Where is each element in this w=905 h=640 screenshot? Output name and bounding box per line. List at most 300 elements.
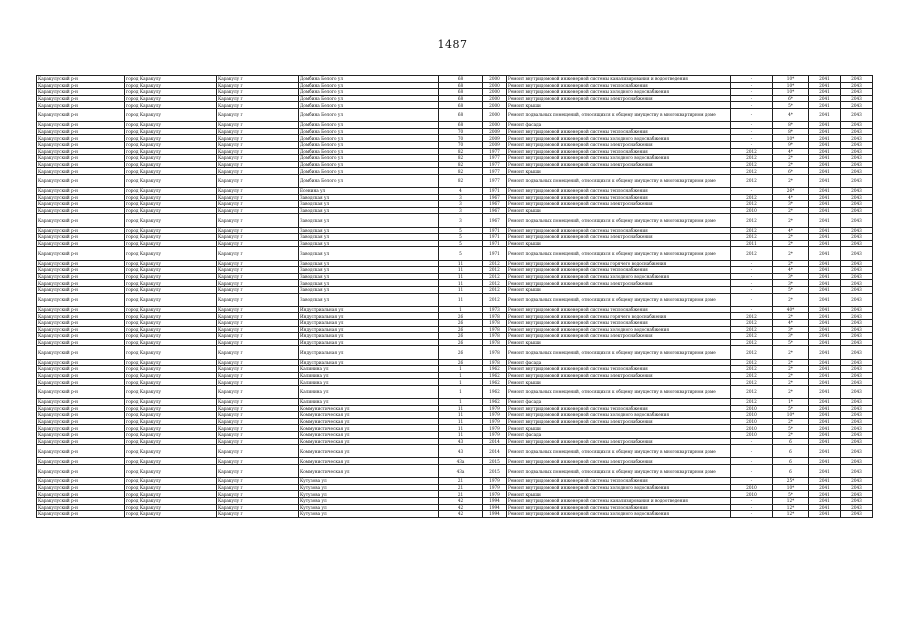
end-year-cell: 2043 — [841, 491, 873, 498]
table-row — [37, 465, 873, 478]
year-cell: 1971 — [483, 247, 507, 260]
settlement-cell: город Каракулу — [125, 359, 217, 366]
district-cell: Каракулуский р-н — [37, 188, 125, 195]
table-row — [37, 346, 873, 359]
table-row — [37, 128, 873, 135]
wear-cell: 10* — [773, 484, 809, 491]
repair-schedule-table — [36, 75, 873, 518]
wear-cell: 4* — [773, 148, 809, 155]
house-cell: 1 — [439, 372, 483, 379]
start-year-cell: 2041 — [809, 379, 841, 386]
table-row — [37, 438, 873, 445]
end-year-cell: 2043 — [841, 333, 873, 340]
locality-cell: Каракулу г — [217, 412, 299, 419]
wear-cell: 2* — [773, 207, 809, 214]
year-cell: 1979 — [483, 491, 507, 498]
table-row — [37, 234, 873, 241]
settlement-cell: город Каракулу — [125, 339, 217, 346]
settlement-cell: город Каракулу — [125, 247, 217, 260]
year-cell: 2012 — [483, 293, 507, 306]
year-cell: 2014 — [483, 438, 507, 445]
table-row — [37, 102, 873, 109]
district-cell: Каракулуский р-н — [37, 418, 125, 425]
last-repair-cell: - — [731, 438, 773, 445]
start-year-cell: 2041 — [809, 122, 841, 129]
house-cell: 68 — [439, 89, 483, 96]
settlement-cell: город Каракулу — [125, 346, 217, 359]
house-cell: 42 — [439, 504, 483, 511]
locality-cell: Каракулу г — [217, 161, 299, 168]
street-cell: Домбина Белого ул — [299, 128, 439, 135]
wear-cell: 3* — [773, 201, 809, 208]
last-repair-cell: 2012 — [731, 385, 773, 398]
locality-cell: Каракулу г — [217, 484, 299, 491]
start-year-cell: 2041 — [809, 445, 841, 458]
last-repair-cell: - — [731, 135, 773, 142]
street-cell: Коммунистическая ул — [299, 425, 439, 432]
district-cell: Каракулуский р-н — [37, 122, 125, 129]
work-type-cell: Ремонт внутридомовой инженерной системы электроснабжения — [507, 161, 731, 168]
district-cell: Каракулуский р-н — [37, 76, 125, 83]
work-type-cell: Ремонт подвальных помещений, относящихся к общему имуществу в многоквартирном доме — [507, 174, 731, 187]
end-year-cell: 2043 — [841, 194, 873, 201]
settlement-cell: город Каракулу — [125, 432, 217, 439]
settlement-cell: город Каракулу — [125, 128, 217, 135]
year-cell: 1979 — [483, 478, 507, 485]
last-repair-cell: 2012 — [731, 346, 773, 359]
locality-cell: Каракулу г — [217, 425, 299, 432]
year-cell: 2000 — [483, 108, 507, 121]
house-cell: 11 — [439, 293, 483, 306]
end-year-cell: 2043 — [841, 484, 873, 491]
house-cell: 3 — [439, 194, 483, 201]
last-repair-cell: 2010 — [731, 418, 773, 425]
year-cell: 2015 — [483, 465, 507, 478]
settlement-cell: город Каракулу — [125, 366, 217, 373]
locality-cell: Каракулу г — [217, 267, 299, 274]
wear-cell: 12* — [773, 504, 809, 511]
settlement-cell: город Каракулу — [125, 280, 217, 287]
locality-cell: Каракулу г — [217, 188, 299, 195]
wear-cell: 10* — [773, 76, 809, 83]
settlement-cell: город Каракулу — [125, 214, 217, 227]
end-year-cell: 2043 — [841, 399, 873, 406]
year-cell: 2000 — [483, 76, 507, 83]
district-cell: Каракулуский р-н — [37, 82, 125, 89]
year-cell: 1978 — [483, 346, 507, 359]
start-year-cell: 2041 — [809, 478, 841, 485]
last-repair-cell: 2012 — [731, 333, 773, 340]
locality-cell: Каракулу г — [217, 405, 299, 412]
work-type-cell: Ремонт внутридомовой инженерной системы теплоснабжения — [507, 405, 731, 412]
settlement-cell: город Каракулу — [125, 108, 217, 121]
street-cell: Коммунистическая ул — [299, 432, 439, 439]
work-type-cell: Ремонт крыши — [507, 379, 731, 386]
street-cell: Кутузова ул — [299, 478, 439, 485]
last-repair-cell: - — [731, 498, 773, 505]
start-year-cell: 2041 — [809, 412, 841, 419]
start-year-cell: 2041 — [809, 273, 841, 280]
year-cell: 2012 — [483, 280, 507, 287]
last-repair-cell: - — [731, 287, 773, 294]
start-year-cell: 2041 — [809, 240, 841, 247]
table-row — [37, 89, 873, 96]
work-type-cell: Ремонт крыши — [507, 425, 731, 432]
last-repair-cell: - — [731, 260, 773, 267]
table-row — [37, 399, 873, 406]
table-row — [37, 141, 873, 148]
district-cell: Каракулуский р-н — [37, 511, 125, 518]
last-repair-cell: - — [731, 89, 773, 96]
end-year-cell: 2043 — [841, 405, 873, 412]
street-cell: Домбина Белого ул — [299, 95, 439, 102]
locality-cell: Каракулу г — [217, 379, 299, 386]
table-row — [37, 333, 873, 340]
locality-cell: Каракулу г — [217, 95, 299, 102]
table-row — [37, 76, 873, 83]
settlement-cell: город Каракулу — [125, 267, 217, 274]
street-cell: Домбина Белого ул — [299, 155, 439, 162]
work-type-cell: Ремонт фасада — [507, 399, 731, 406]
settlement-cell: город Каракулу — [125, 418, 217, 425]
table-row — [37, 214, 873, 227]
settlement-cell: город Каракулу — [125, 161, 217, 168]
settlement-cell: город Каракулу — [125, 313, 217, 320]
house-cell: 1 — [439, 379, 483, 386]
wear-cell: 5* — [773, 102, 809, 109]
year-cell: 2009 — [483, 141, 507, 148]
wear-cell: 5* — [773, 491, 809, 498]
last-repair-cell: - — [731, 102, 773, 109]
settlement-cell: город Каракулу — [125, 89, 217, 96]
wear-cell: 8* — [773, 122, 809, 129]
wear-cell: 6* — [773, 95, 809, 102]
start-year-cell: 2041 — [809, 293, 841, 306]
year-cell: 1962 — [483, 399, 507, 406]
locality-cell: Каракулу г — [217, 108, 299, 121]
year-cell: 1978 — [483, 333, 507, 340]
street-cell: Кутузова ул — [299, 504, 439, 511]
locality-cell: Каракулу г — [217, 306, 299, 313]
wear-cell: 2* — [773, 418, 809, 425]
last-repair-cell: - — [731, 504, 773, 511]
settlement-cell: город Каракулу — [125, 82, 217, 89]
locality-cell: Каракулу г — [217, 313, 299, 320]
end-year-cell: 2043 — [841, 240, 873, 247]
street-cell: Домбина Белого ул — [299, 102, 439, 109]
house-cell: 5 — [439, 227, 483, 234]
street-cell: Индустриальная ул — [299, 359, 439, 366]
table-row — [37, 372, 873, 379]
last-repair-cell: 2012 — [731, 366, 773, 373]
work-type-cell: Ремонт внутридомовой инженерной системы теплоснабжения — [507, 504, 731, 511]
year-cell: 1979 — [483, 425, 507, 432]
street-cell: Домбина Белого ул — [299, 89, 439, 96]
locality-cell: Каракулу г — [217, 478, 299, 485]
settlement-cell: город Каракулу — [125, 168, 217, 175]
last-repair-cell: - — [731, 465, 773, 478]
wear-cell: 2* — [773, 293, 809, 306]
district-cell: Каракулуский р-н — [37, 95, 125, 102]
wear-cell: 4* — [773, 227, 809, 234]
locality-cell: Каракулу г — [217, 227, 299, 234]
start-year-cell: 2041 — [809, 155, 841, 162]
wear-cell: 6 — [773, 438, 809, 445]
work-type-cell: Ремонт внутридомовой инженерной системы теплоснабжения — [507, 128, 731, 135]
year-cell: 2000 — [483, 95, 507, 102]
year-cell: 1967 — [483, 207, 507, 214]
last-repair-cell: - — [731, 108, 773, 121]
locality-cell: Каракулу г — [217, 438, 299, 445]
wear-cell: 2* — [773, 366, 809, 373]
end-year-cell: 2043 — [841, 306, 873, 313]
last-repair-cell: - — [731, 122, 773, 129]
street-cell: Заводская ул — [299, 280, 439, 287]
table-row — [37, 412, 873, 419]
last-repair-cell: 2012 — [731, 161, 773, 168]
settlement-cell: город Каракулу — [125, 465, 217, 478]
house-cell: 26 — [439, 339, 483, 346]
last-repair-cell: 2010 — [731, 405, 773, 412]
house-cell: 1 — [439, 399, 483, 406]
wear-cell: 4* — [773, 267, 809, 274]
district-cell: Каракулуский р-н — [37, 201, 125, 208]
table-row — [37, 280, 873, 287]
house-cell: 11 — [439, 260, 483, 267]
locality-cell: Каракулу г — [217, 385, 299, 398]
district-cell: Каракулуский р-н — [37, 498, 125, 505]
year-cell: 2000 — [483, 82, 507, 89]
start-year-cell: 2041 — [809, 141, 841, 148]
locality-cell: Каракулу г — [217, 168, 299, 175]
work-type-cell: Ремонт внутридомовой инженерной системы холодного водоснабжения — [507, 89, 731, 96]
start-year-cell: 2041 — [809, 491, 841, 498]
year-cell: 1979 — [483, 484, 507, 491]
work-type-cell: Ремонт внутридомовой инженерной системы теплоснабжения — [507, 227, 731, 234]
district-cell: Каракулуский р-н — [37, 240, 125, 247]
street-cell: Заводская ул — [299, 267, 439, 274]
table-row — [37, 445, 873, 458]
work-type-cell: Ремонт крыши — [507, 491, 731, 498]
work-type-cell: Ремонт внутридомовой инженерной системы теплоснабжения — [507, 194, 731, 201]
last-repair-cell: 2012 — [731, 319, 773, 326]
work-type-cell: Ремонт внутридомовой инженерной системы теплоснабжения — [507, 267, 731, 274]
settlement-cell: город Каракулу — [125, 135, 217, 142]
wear-cell: 2* — [773, 385, 809, 398]
street-cell: Заводская ул — [299, 293, 439, 306]
settlement-cell: город Каракулу — [125, 201, 217, 208]
house-cell: 68 — [439, 108, 483, 121]
locality-cell: Каракулу г — [217, 326, 299, 333]
work-type-cell: Ремонт внутридомовой инженерной системы холодного водоснабжения — [507, 412, 731, 419]
settlement-cell: город Каракулу — [125, 227, 217, 234]
settlement-cell: город Каракулу — [125, 438, 217, 445]
table-row — [37, 188, 873, 195]
settlement-cell: город Каракулу — [125, 76, 217, 83]
last-repair-cell: 2010 — [731, 484, 773, 491]
district-cell: Каракулуский р-н — [37, 148, 125, 155]
end-year-cell: 2043 — [841, 379, 873, 386]
district-cell: Каракулуский р-н — [37, 504, 125, 511]
work-type-cell: Ремонт крыши — [507, 207, 731, 214]
work-type-cell: Ремонт внутридомовой инженерной системы теплоснабжения — [507, 82, 731, 89]
table-row — [37, 379, 873, 386]
locality-cell: Каракулу г — [217, 207, 299, 214]
settlement-cell: город Каракулу — [125, 102, 217, 109]
street-cell: Домбина Белого ул — [299, 122, 439, 129]
wear-cell: 2* — [773, 260, 809, 267]
house-cell: 11 — [439, 405, 483, 412]
last-repair-cell: 2012 — [731, 359, 773, 366]
street-cell: Домбина Белого ул — [299, 161, 439, 168]
street-cell: Домбина Белого ул — [299, 135, 439, 142]
end-year-cell: 2043 — [841, 445, 873, 458]
locality-cell: Каракулу г — [217, 319, 299, 326]
locality-cell: Каракулу г — [217, 214, 299, 227]
last-repair-cell: 2010 — [731, 491, 773, 498]
street-cell: Кутузова ул — [299, 484, 439, 491]
locality-cell: Каракулу г — [217, 418, 299, 425]
year-cell: 2012 — [483, 267, 507, 274]
work-type-cell: Ремонт внутридомовой инженерной системы теплоснабжения — [507, 319, 731, 326]
locality-cell: Каракулу г — [217, 491, 299, 498]
end-year-cell: 2043 — [841, 148, 873, 155]
locality-cell: Каракулу г — [217, 504, 299, 511]
year-cell: 1979 — [483, 432, 507, 439]
start-year-cell: 2041 — [809, 372, 841, 379]
street-cell: Домбина Белого ул — [299, 168, 439, 175]
start-year-cell: 2041 — [809, 280, 841, 287]
district-cell: Каракулуский р-н — [37, 399, 125, 406]
settlement-cell: город Каракулу — [125, 491, 217, 498]
locality-cell: Каракулу г — [217, 366, 299, 373]
house-cell: 82 — [439, 174, 483, 187]
end-year-cell: 2043 — [841, 412, 873, 419]
locality-cell: Каракулу г — [217, 194, 299, 201]
year-cell: 2012 — [483, 287, 507, 294]
end-year-cell: 2043 — [841, 108, 873, 121]
last-repair-cell: - — [731, 95, 773, 102]
start-year-cell: 2041 — [809, 385, 841, 398]
start-year-cell: 2041 — [809, 128, 841, 135]
start-year-cell: 2041 — [809, 76, 841, 83]
work-type-cell: Ремонт внутридомовой инженерной системы электроснабжения — [507, 95, 731, 102]
house-cell: 68 — [439, 76, 483, 83]
year-cell: 1978 — [483, 359, 507, 366]
end-year-cell: 2043 — [841, 478, 873, 485]
settlement-cell: город Каракулу — [125, 141, 217, 148]
start-year-cell: 2041 — [809, 498, 841, 505]
house-cell: 11 — [439, 418, 483, 425]
wear-cell: 2* — [773, 161, 809, 168]
district-cell: Каракулуский р-н — [37, 425, 125, 432]
settlement-cell: город Каракулу — [125, 333, 217, 340]
start-year-cell: 2041 — [809, 432, 841, 439]
street-cell: Домбина Белого ул — [299, 174, 439, 187]
work-type-cell: Ремонт подвальных помещений, относящихся к общему имуществу в многоквартирном доме — [507, 445, 731, 458]
street-cell: Коммунистическая ул — [299, 445, 439, 458]
district-cell: Каракулуский р-н — [37, 141, 125, 148]
year-cell: 2000 — [483, 102, 507, 109]
street-cell: Калинина ул — [299, 385, 439, 398]
street-cell: Коммунистическая ул — [299, 418, 439, 425]
district-cell: Каракулуский р-н — [37, 412, 125, 419]
document-sheet — [36, 75, 872, 518]
year-cell: 1967 — [483, 194, 507, 201]
year-cell: 1971 — [483, 188, 507, 195]
work-type-cell: Ремонт подвальных помещений, относящихся к общему имуществу в многоквартирном доме — [507, 108, 731, 121]
last-repair-cell: 2012 — [731, 194, 773, 201]
table-row — [37, 319, 873, 326]
street-cell: Индустриальная ул — [299, 326, 439, 333]
wear-cell: 5* — [773, 287, 809, 294]
start-year-cell: 2041 — [809, 260, 841, 267]
last-repair-cell: 2012 — [731, 214, 773, 227]
work-type-cell: Ремонт подвальных помещений, относящихся к общему имуществу в многоквартирном доме — [507, 385, 731, 398]
start-year-cell: 2041 — [809, 267, 841, 274]
work-type-cell: Ремонт внутридомовой инженерной системы электроснабжения — [507, 234, 731, 241]
wear-cell: 6 — [773, 458, 809, 465]
year-cell: 1967 — [483, 214, 507, 227]
house-cell: 43а — [439, 458, 483, 465]
settlement-cell: город Каракулу — [125, 372, 217, 379]
work-type-cell: Ремонт внутридомовой инженерной системы холодного водоснабжения — [507, 326, 731, 333]
last-repair-cell: - — [731, 458, 773, 465]
work-type-cell: Ремонт подвальных помещений, относящихся к общему имуществу в многоквартирном доме — [507, 346, 731, 359]
work-type-cell: Ремонт крыши — [507, 240, 731, 247]
locality-cell: Каракулу г — [217, 280, 299, 287]
district-cell: Каракулуский р-н — [37, 465, 125, 478]
start-year-cell: 2041 — [809, 465, 841, 478]
start-year-cell: 2041 — [809, 287, 841, 294]
locality-cell: Каракулу г — [217, 89, 299, 96]
work-type-cell: Ремонт подвальных помещений, относящихся к общему имуществу в многоквартирном доме — [507, 247, 731, 260]
house-cell: 11 — [439, 432, 483, 439]
house-cell: 3 — [439, 207, 483, 214]
table-row — [37, 504, 873, 511]
year-cell: 2014 — [483, 445, 507, 458]
street-cell: Домбина Белого ул — [299, 141, 439, 148]
table-row — [37, 418, 873, 425]
last-repair-cell: 2012 — [731, 339, 773, 346]
table-row — [37, 201, 873, 208]
settlement-cell: город Каракулу — [125, 399, 217, 406]
district-cell: Каракулуский р-н — [37, 379, 125, 386]
last-repair-cell: 2012 — [731, 174, 773, 187]
house-cell: 82 — [439, 148, 483, 155]
work-type-cell: Ремонт внутридомовой инженерной системы холодного водоснабжения — [507, 511, 731, 518]
end-year-cell: 2043 — [841, 76, 873, 83]
street-cell: Калинина ул — [299, 399, 439, 406]
end-year-cell: 2043 — [841, 201, 873, 208]
settlement-cell: город Каракулу — [125, 207, 217, 214]
table-row — [37, 267, 873, 274]
year-cell: 2009 — [483, 135, 507, 142]
district-cell: Каракулуский р-н — [37, 128, 125, 135]
street-cell: Домбина Белого ул — [299, 82, 439, 89]
work-type-cell: Ремонт внутридомовой инженерной системы теплоснабжения — [507, 188, 731, 195]
start-year-cell: 2041 — [809, 405, 841, 412]
start-year-cell: 2041 — [809, 458, 841, 465]
end-year-cell: 2043 — [841, 458, 873, 465]
wear-cell: 3* — [773, 326, 809, 333]
locality-cell: Каракулу г — [217, 122, 299, 129]
locality-cell: Каракулу г — [217, 128, 299, 135]
street-cell: Есенина ул — [299, 188, 439, 195]
locality-cell: Каракулу г — [217, 287, 299, 294]
settlement-cell: город Каракулу — [125, 293, 217, 306]
district-cell: Каракулуский р-н — [37, 287, 125, 294]
